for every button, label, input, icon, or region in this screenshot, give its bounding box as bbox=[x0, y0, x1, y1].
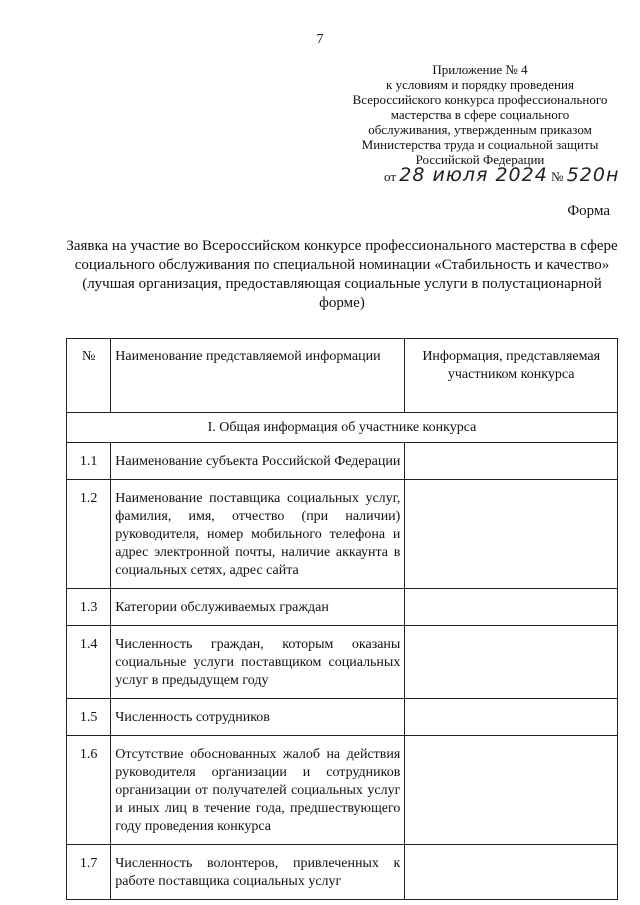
appendix-line: Всероссийского конкурса профессионального bbox=[352, 92, 608, 107]
row-value-cell[interactable] bbox=[405, 589, 618, 626]
row-value-cell[interactable] bbox=[405, 845, 618, 900]
row-name: Численность граждан, которым оказаны социальные услуги поставщиком социальных услуг в предыдущем году bbox=[111, 626, 405, 699]
table-row bbox=[67, 589, 618, 626]
table-row bbox=[67, 480, 618, 589]
table-row bbox=[67, 736, 618, 845]
section-title: I. Общая информация об участнике конкурса bbox=[67, 413, 618, 443]
row-name: Категории обслуживаемых граждан bbox=[111, 589, 405, 626]
document-title: Заявка на участие во Всероссийском конкурсе профессионального мастерства в сфере социального обслуживания по специальной номинации «Стабильность и качество» (лучшая организация, предоставляющая социальные услуги в полустационарной форме) bbox=[66, 238, 618, 311]
appendix-header bbox=[330, 62, 630, 167]
order-reference bbox=[384, 164, 640, 186]
row-value-cell[interactable] bbox=[405, 736, 618, 845]
header-value: Информация, представляемая участником конкурса bbox=[405, 339, 618, 413]
appendix-line: обслуживания, утвержденным приказом bbox=[368, 122, 592, 137]
row-num: 1.4 bbox=[67, 626, 111, 699]
form-label: Форма bbox=[567, 203, 610, 219]
section-row bbox=[67, 413, 618, 443]
order-number-handwritten: 520н bbox=[566, 164, 620, 186]
row-num: 1.7 bbox=[67, 845, 111, 900]
order-number-prefix: № bbox=[551, 169, 564, 184]
row-name: Отсутствие обоснованных жалоб на действия руководителя организации и сотрудников организации от получателей социальных услуг и иных лиц в течение года, предшествующего году проведения конкурса bbox=[111, 736, 405, 845]
table-row bbox=[67, 626, 618, 699]
row-num: 1.2 bbox=[67, 480, 111, 589]
row-name: Наименование субъекта Российской Федерации bbox=[111, 443, 405, 480]
appendix-line: Министерства труда и социальной защиты bbox=[361, 137, 599, 152]
row-num: 1.5 bbox=[67, 699, 111, 736]
row-name: Численность сотрудников bbox=[111, 699, 405, 736]
row-value-cell[interactable] bbox=[405, 699, 618, 736]
row-value-cell[interactable] bbox=[405, 626, 618, 699]
row-name: Численность волонтеров, привлеченных к работе поставщика социальных услуг bbox=[111, 845, 405, 900]
appendix-line: к условиям и порядку проведения bbox=[386, 77, 574, 92]
row-name: Наименование поставщика социальных услуг, фамилия, имя, отчество (при наличии) руководителя, номер мобильного телефона и адрес электронной почты, наличие аккаунта в социальных сетях, адрес сайта bbox=[111, 480, 405, 589]
table-row bbox=[67, 699, 618, 736]
row-num: 1.6 bbox=[67, 736, 111, 845]
row-value-cell[interactable] bbox=[405, 480, 618, 589]
table-row bbox=[67, 443, 618, 480]
appendix-line: Российской Федерации bbox=[415, 152, 545, 167]
order-date-handwritten: 28 июля 2024 bbox=[399, 164, 548, 186]
row-num: 1.3 bbox=[67, 589, 111, 626]
appendix-line: мастерства в сфере социального bbox=[390, 107, 570, 122]
page-number: 7 bbox=[316, 32, 324, 47]
table-header-row bbox=[67, 339, 618, 413]
application-table bbox=[66, 338, 618, 900]
row-num: 1.1 bbox=[67, 443, 111, 480]
table-row bbox=[67, 845, 618, 900]
header-name: Наименование представляемой информации bbox=[111, 339, 405, 413]
row-value-cell[interactable] bbox=[405, 443, 618, 480]
header-num: № bbox=[67, 339, 111, 413]
order-prefix: от bbox=[384, 169, 397, 184]
appendix-line: Приложение № 4 bbox=[432, 62, 528, 77]
